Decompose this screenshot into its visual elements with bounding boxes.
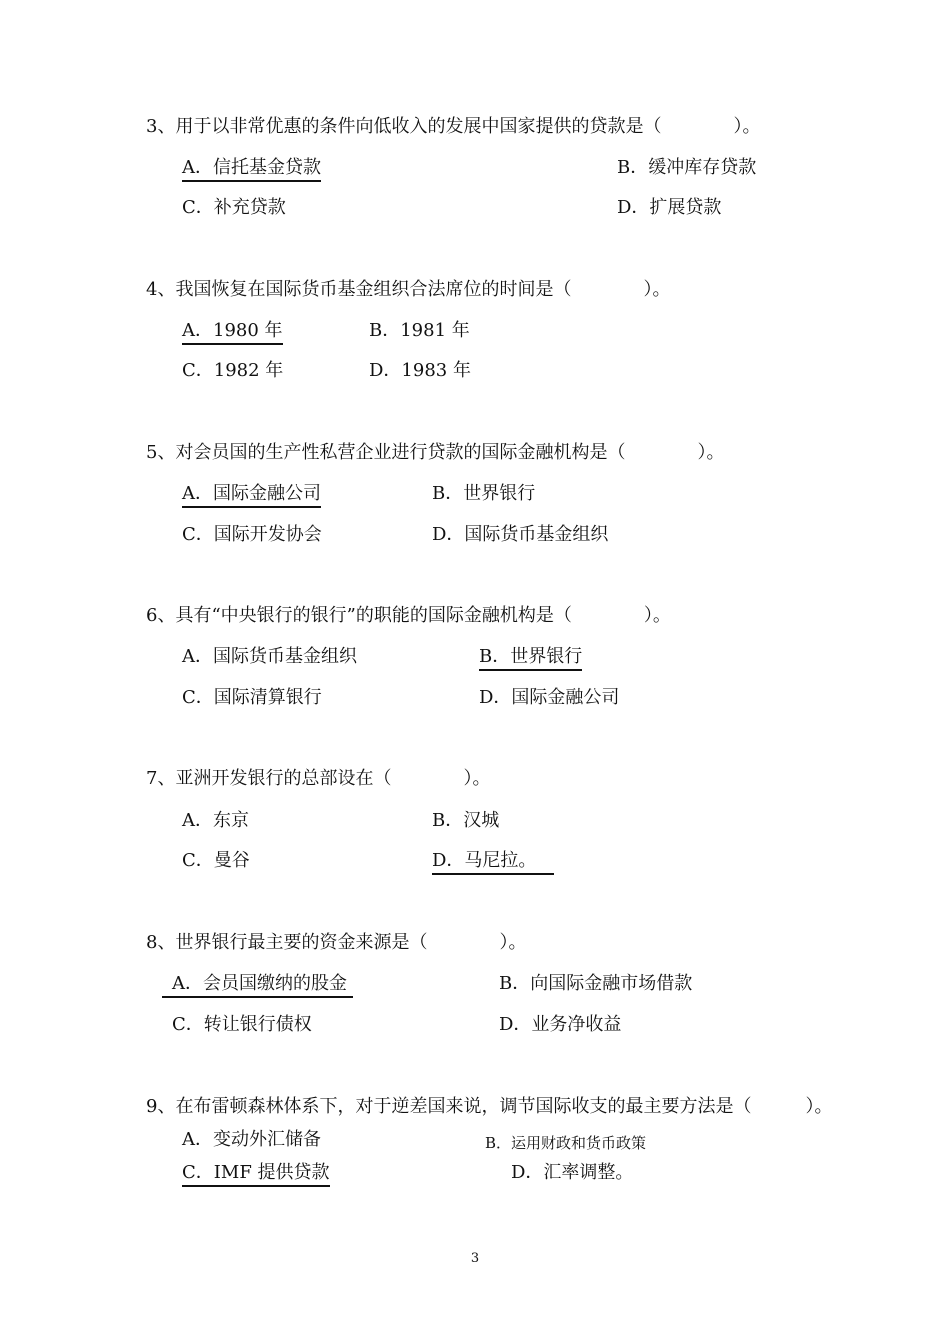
option-c: C．转让银行债权 bbox=[172, 1014, 312, 1035]
option-a: A．东京 bbox=[182, 810, 249, 831]
option-b: B．汉城 bbox=[432, 810, 500, 831]
option-c: C．国际清算银行 bbox=[182, 687, 322, 708]
option-a-answer: A．信托基金贷款 bbox=[182, 157, 321, 182]
option-a-answer: A．会员国缴纳的股金 bbox=[162, 973, 353, 998]
option-a-answer: A．国际金融公司 bbox=[182, 483, 321, 508]
option-d-answer: D．马尼拉。 bbox=[432, 850, 554, 875]
option-a-answer: A．1980 年 bbox=[182, 320, 283, 345]
option-b: B．世界银行 bbox=[432, 483, 536, 504]
option-c: C．国际开发协会 bbox=[182, 524, 322, 545]
option-d: D．国际金融公司 bbox=[479, 687, 620, 708]
option-b-answer: B．世界银行 bbox=[479, 646, 582, 671]
option-d: D．国际货币基金组织 bbox=[432, 524, 609, 545]
question-stem: 4、我国恢复在国际货币基金组织合法席位的时间是（ ）。 bbox=[146, 279, 671, 300]
option-a: A．变动外汇储备 bbox=[182, 1129, 321, 1150]
question-stem: 7、亚洲开发银行的总部设在（ ）。 bbox=[146, 768, 491, 789]
option-b: B．缓冲库存贷款 bbox=[617, 157, 757, 178]
question-stem: 8、世界银行最主要的资金来源是（ ）。 bbox=[146, 932, 527, 953]
option-d: D．汇率调整。 bbox=[511, 1162, 634, 1183]
option-c-answer: C．IMF 提供贷款 bbox=[182, 1162, 330, 1187]
question-stem: 5、对会员国的生产性私营企业进行贷款的国际金融机构是（ ）。 bbox=[146, 442, 725, 463]
option-b: B．1981 年 bbox=[369, 320, 470, 341]
option-d: D．1983 年 bbox=[369, 360, 471, 381]
option-c: C．补充贷款 bbox=[182, 197, 286, 218]
page-number: 3 bbox=[470, 1251, 480, 1266]
option-b: B．运用财政和货币政策 bbox=[485, 1134, 647, 1152]
option-d: D．扩展贷款 bbox=[617, 197, 722, 218]
question-stem: 9、在布雷顿森林体系下，对于逆差国来说，调节国际收支的最主要方法是（ ）。 bbox=[146, 1096, 833, 1117]
option-d: D．业务净收益 bbox=[499, 1014, 622, 1035]
option-b: B．向国际金融市场借款 bbox=[499, 973, 693, 994]
option-a: A．国际货币基金组织 bbox=[182, 646, 357, 667]
option-c: C．曼谷 bbox=[182, 850, 250, 871]
question-stem: 6、具有“中央银行的银行”的职能的国际金融机构是（ ）。 bbox=[146, 605, 671, 626]
option-c: C．1982 年 bbox=[182, 360, 284, 381]
question-stem: 3、用于以非常优惠的条件向低收入的发展中国家提供的贷款是（ ）。 bbox=[146, 116, 761, 137]
